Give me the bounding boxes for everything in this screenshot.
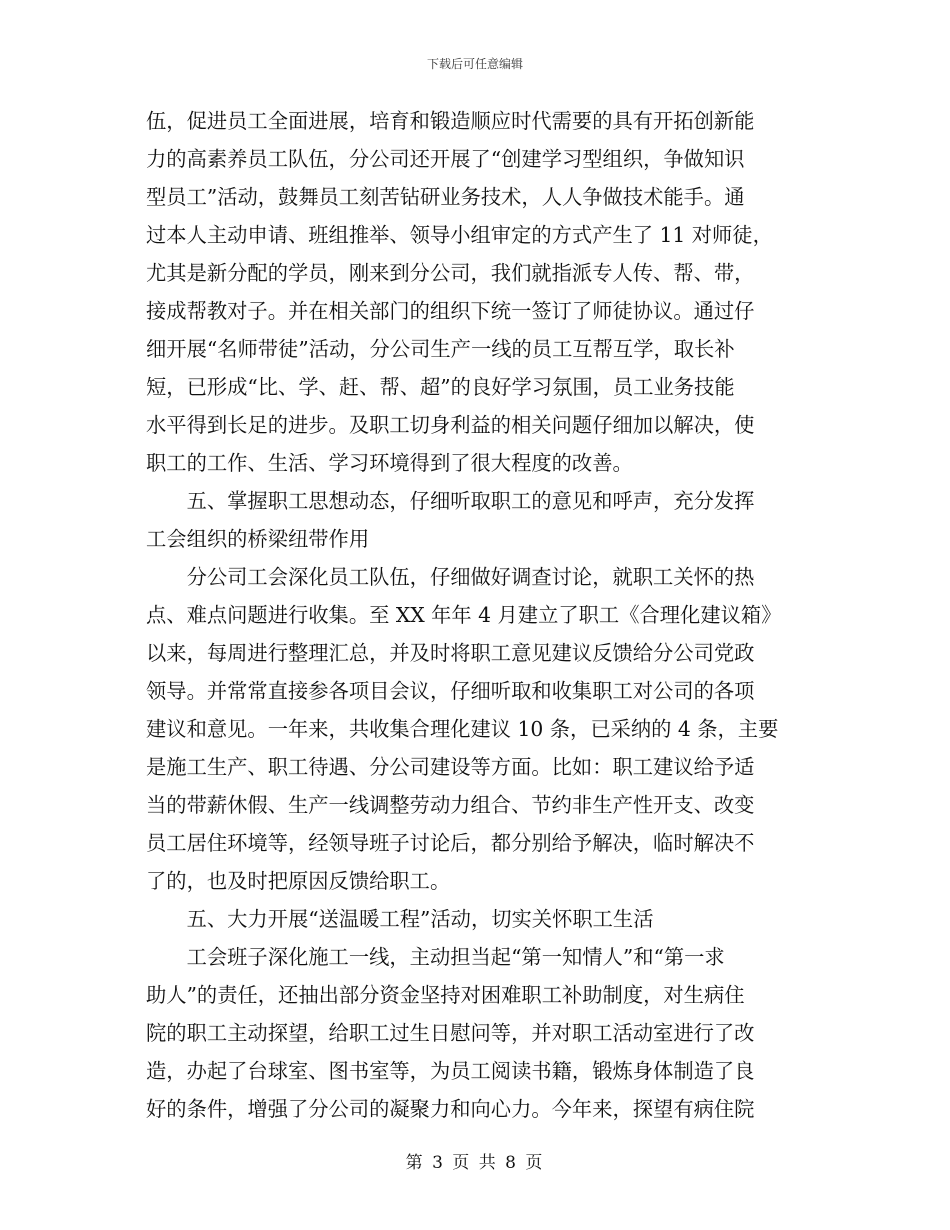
text-line: 了的，也及时把原因反馈给职工。 (146, 869, 451, 893)
page-footer: 第 3 页 共 8 页 (405, 1153, 545, 1173)
text-line: 点、难点问题进行收集。至 XX 年年 4 月建立了职工《合理化建议箱》 (146, 603, 782, 627)
text-line: 院的职工主动探望，给职工过生日慰问等，并对职工活动室进行了改 (146, 1021, 755, 1045)
text-line: 接成帮教对子。并在相关部门的组织下统一签订了师徒协议。通过仔 (146, 299, 755, 323)
text-line: 型员工”活动，鼓舞员工刻苦钻研业务技术，人人争做技术能手。通 (146, 185, 745, 209)
text-line: 尤其是新分配的学员，刚来到分公司，我们就指派专人传、帮、带， (146, 261, 755, 285)
text-line: 以来，每周进行整理汇总，并及时将职工意见建议反馈给分公司党政 (146, 641, 755, 665)
text-line: 好的条件，增强了分公司的凝聚力和向心力。今年来，探望有病住院 (146, 1097, 755, 1121)
text-line: 员工居住环境等，经领导班子讨论后，都分别给予解决，临时解决不 (146, 831, 755, 855)
text-line: 助人”的责任，还抽出部分资金坚持对困难职工补助制度，对生病住 (146, 983, 745, 1007)
text-line: 建议和意见。一年来，共收集合理化建议 10 条，已采纳的 4 条，主要 (146, 717, 779, 741)
text-line: 力的高素养员工队伍，分公司还开展了“创建学习型组织，争做知识 (146, 147, 745, 171)
text-line: 工会班子深化施工一线，主动担当起“第一知情人”和“第一求 (146, 945, 725, 969)
text-line: 当的带薪休假、生产一线调整劳动力组合、节约非生产性开支、改变 (146, 793, 755, 817)
text-line: 是施工生产、职工待遇、分公司建设等方面。比如：职工建议给予适 (146, 755, 755, 779)
text-line: 细开展“名师带徒”活动，分公司生产一线的员工互帮互学，取长补 (146, 337, 735, 361)
text-line: 伍，促进员工全面进展，培育和锻造顺应时代需要的具有开拓创新能 (146, 109, 755, 133)
document-body (146, 102, 806, 1128)
text-line: 职工的工作、生活、学习环境得到了很大程度的改善。 (146, 451, 633, 475)
text-line: 过本人主动申请、班组推举、领导小组审定的方式产生了 11 对师徒， (146, 223, 773, 247)
text-line: 领导。并常常直接参各项目会议，仔细听取和收集职工对公司的各项 (146, 679, 755, 703)
page-header: 下载后可任意编辑 (426, 57, 523, 71)
text-line: 造，办起了台球室、图书室等，为员工阅读书籍，锻炼身体制造了良 (146, 1059, 755, 1083)
text-line: 分公司工会深化员工队伍，仔细做好调查讨论，就职工关怀的热 (146, 565, 755, 589)
text-line: 短，已形成“比、学、赶、帮、超”的良好学习氛围，员工业务技能 (146, 375, 735, 399)
text-line: 水平得到长足的进步。及职工切身利益的相关问题仔细加以解决，使 (146, 413, 755, 437)
section-heading-line: 工会组织的桥梁纽带作用 (146, 527, 370, 551)
section-heading-line: 五、掌握职工思想动态，仔细听取职工的意见和呼声，充分发挥 (146, 489, 755, 513)
section-heading-line: 五、大力开展“送温暖工程”活动，切实关怀职工生活 (146, 907, 654, 931)
